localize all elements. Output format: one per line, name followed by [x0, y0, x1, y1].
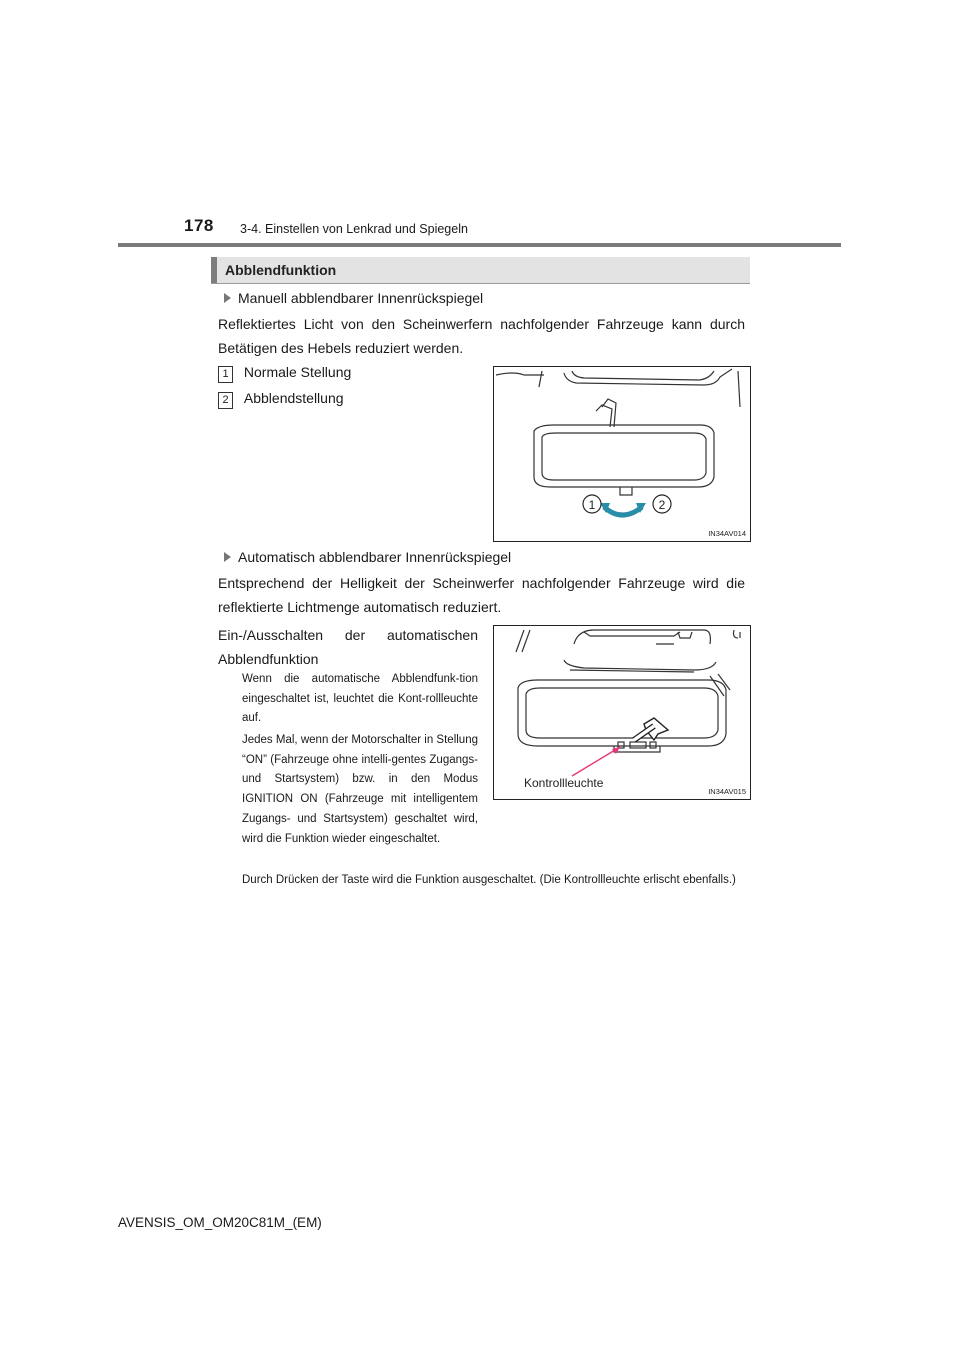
- section-title: Abblendfunktion: [225, 262, 337, 278]
- auto-note-3: Durch Drücken der Taste wird die Funktion ausgeschaltet. (Die Kontrollleuchte erlischt ebenfalls.): [242, 874, 736, 886]
- figure-code: IN34AV015: [708, 787, 746, 796]
- auto-description: Entsprechend der Helligkeit der Scheinwerfer nachfolgender Fahrzeuge wird die reflektierte Lichtmenge automatisch reduziert.: [218, 575, 745, 615]
- item-number-box: 1: [218, 366, 233, 383]
- auto-heading-text: Automatisch abblendbarer Innenrückspiegel: [238, 549, 512, 565]
- figure-marker-2: 2: [658, 498, 666, 512]
- figure-marker-1: 1: [588, 498, 596, 512]
- item-label: Normale Stellung: [243, 364, 352, 380]
- triangle-bullet-icon: [224, 552, 231, 562]
- item-normal-position: [218, 364, 351, 383]
- section-title-bar: [211, 257, 750, 284]
- section-header: 3-4. Einstellen von Lenkrad und Spiegeln: [240, 222, 468, 236]
- manual-heading-text: Manuell abblendbarer Innenrückspiegel: [238, 290, 484, 306]
- triangle-bullet-icon: [224, 293, 231, 303]
- item-label: Abblendstellung: [243, 390, 344, 406]
- auto-heading: [224, 549, 511, 565]
- item-dimming-position: [218, 390, 344, 409]
- callout-label: Kontrollleuchte: [524, 776, 604, 790]
- auto-mirror-illustration: [494, 626, 750, 799]
- footer-doc-id: AVENSIS_OM_OM20C81M_(EM): [118, 1215, 322, 1230]
- section-title-accent: [211, 257, 217, 283]
- manual-heading: [224, 290, 483, 306]
- page-number: 178: [184, 216, 214, 235]
- figure-code: IN34AV014: [708, 529, 746, 538]
- manual-mirror-figure: [493, 366, 751, 542]
- item-number-box: 2: [218, 392, 233, 409]
- header-rule: [118, 243, 841, 247]
- manual-description: Reflektiertes Licht von den Scheinwerfern nachfolgender Fahrzeuge kann durch Betätigen des Hebels reduziert werden.: [218, 316, 745, 356]
- auto-subheading: Ein-/Ausschalten der automatischen Abblendfunktion: [218, 627, 478, 667]
- auto-note-1: Wenn die automatische Abblendfunk-tion eingeschaltet ist, leuchtet die Kont-rollleuchte auf.: [242, 673, 478, 725]
- auto-mirror-figure: [493, 625, 751, 800]
- callout-arrow: [572, 747, 620, 776]
- auto-note-2: Jedes Mal, wenn der Motorschalter in Stellung “ON” (Fahrzeuge ohne intelli-gentes Zugangs- und Startsystem) bzw. in den Modus IGNITION ON (Fahrzeuge mit intelligentem Zugangs- und Startsystem) geschaltet wird, wird die Funktion wieder eingeschaltet.: [242, 734, 478, 845]
- manual-mirror-illustration: [494, 367, 750, 541]
